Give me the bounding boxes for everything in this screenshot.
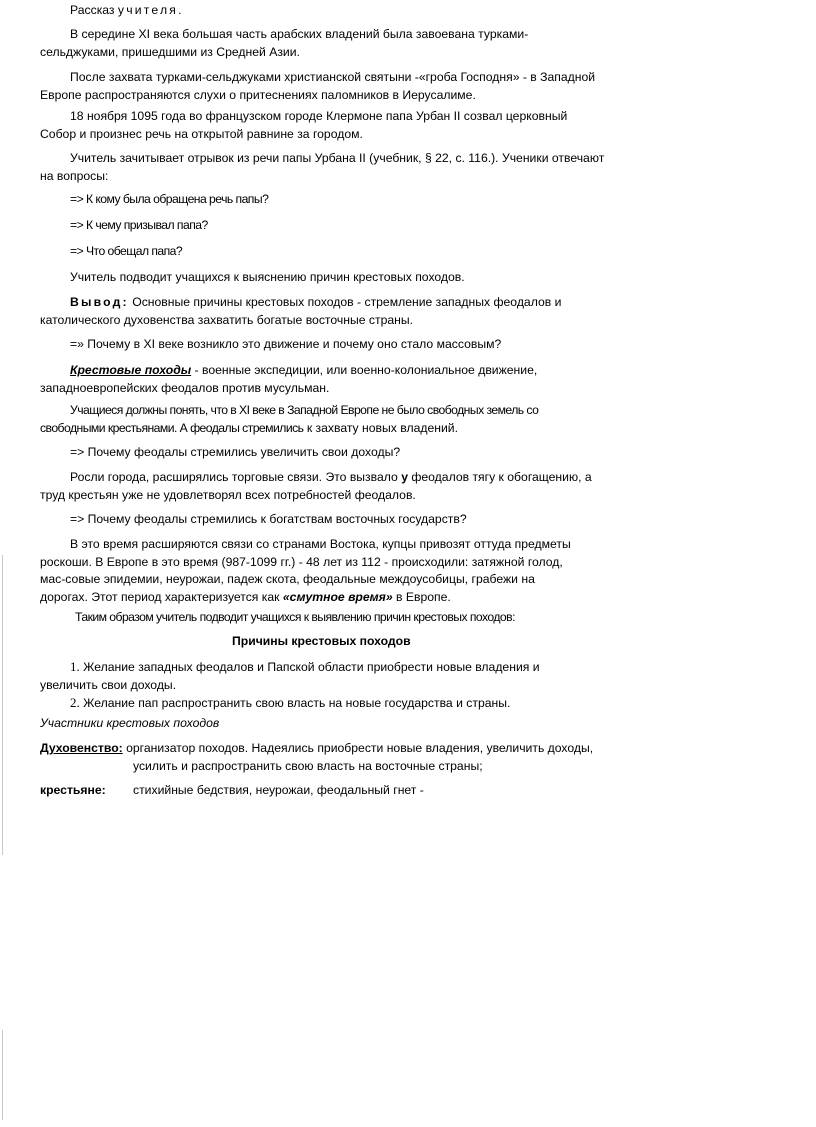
paragraph-2: После захвата турками-сельджуками христианской святыни -«гроба Господня» - в Западной Европе распространяются слухи о притеснениях паломников в Иерусалиме.	[40, 70, 596, 102]
paragraph-8-text: В это время расширяются связи со странами Востока, купцы привозят оттуда предметы роскоши. В Европе в это время (987-1099 гг.) - 48 лет из 112 - происходили: затяжной голод, мас-совые эпидемии, неурожаи, падеж скота, феодальные междоусобицы, грабежи на дорогах. Этот период характеризуется как	[40, 537, 571, 604]
definition	[40, 362, 540, 397]
question-2: => К чему призывал папа?	[70, 218, 208, 232]
peasants-text: стихийные бедствия, неурожаи, феодальный гнет -	[133, 783, 424, 797]
paragraph-1: В середине XI века большая часть арабских владений была завоевана турками-сельджуками, пришедшими из Средней Азии.	[40, 27, 529, 59]
definition-text: - военные экспедиции, или военно-колониальное движение, западноевропейских феодалов против мусульман.	[40, 363, 538, 395]
peasants-label: крестьяне:	[40, 783, 106, 797]
definition-term: Крестовые походы	[70, 363, 192, 377]
paragraph-4: Учитель зачитывает отрывок из речи папы Урбана II (учебник, § 22, с. 116.). Ученики отвечают на вопросы:	[40, 151, 605, 183]
paragraph-6-part2: к захвату новых владений.	[306, 420, 458, 435]
paragraph-8-end: в Европе.	[396, 589, 451, 604]
conclusion-label: Вывод:	[70, 295, 129, 309]
question-6: => Почему феодалы стремились к богатствам восточных государств?	[70, 512, 467, 526]
cause-item-2	[40, 694, 600, 713]
participants-heading: Участники крестовых походов	[40, 716, 220, 730]
conclusion-text: Основные причины крестовых походов - стремление западных феодалов и католического духовенства захватить богатые восточные страны.	[40, 295, 562, 327]
cause-item-1-number: 1.	[70, 659, 80, 674]
paragraph-7-bold: у	[401, 470, 408, 484]
cause-item-1-text: Желание западных феодалов и Папской области приобрести новые владения и увеличить свои доходы.	[40, 660, 540, 692]
participants-peasants	[40, 782, 640, 800]
cause-item-1	[40, 658, 600, 694]
intro-spaced: учителя.	[117, 3, 184, 17]
participants-clergy	[40, 740, 640, 775]
intro-line	[70, 2, 770, 20]
causes-title: Причины крестовых походов	[232, 634, 411, 648]
conclusion	[40, 294, 565, 329]
paragraph-7-after: феодалов тягу к обогащению, а труд крестьян уже не удовлетворял всех потребностей феодалов.	[40, 470, 592, 502]
paragraph-6-part1: Учащиеся должны понять, что в XI веке в Западной Европе не было свободных земель со свободными крестьянами. А феодалы стремились	[40, 403, 539, 435]
clergy-text-2: усилить и распространить свою власть на восточные страны;	[133, 758, 483, 773]
clergy-text-1: организатор походов. Надеялись приобрести новые владения, увеличить доходы,	[126, 741, 594, 755]
paragraph-3: 18 ноября 1095 года во французском городе Клермоне папа Урбан II созвал церковный Собор и произнес речь на открытой равнине за городом.	[40, 109, 568, 141]
paragraph-9: Таким образом учитель подводит учащихся к выявлению причин крестовых походов:	[75, 610, 515, 624]
question-4: =» Почему в XI веке возникло это движение и почему оно стало массовым?	[70, 337, 502, 351]
paragraph-8	[40, 536, 582, 606]
cause-item-2-number: 2.	[70, 695, 80, 710]
question-5: => Почему феодалы стремились увеличить свои доходы?	[70, 445, 401, 459]
intro-label: Рассказ	[70, 3, 115, 17]
clergy-label: Духовенство:	[40, 741, 123, 755]
question-3: => Что обещал папа?	[70, 244, 183, 258]
paragraph-7	[40, 469, 600, 504]
question-1: => К кому была обращена речь папы?	[70, 192, 269, 206]
paragraph-7-before: Росли города, расширялись торговые связи. Это вызвало	[70, 470, 398, 484]
paragraph-8-emph: «смутное время»	[282, 589, 393, 604]
margin-line	[2, 555, 3, 855]
cause-item-2-text: Желание пап распространить свою власть на новые государства и страны.	[83, 696, 511, 710]
margin-line	[2, 1030, 3, 1120]
paragraph-6	[40, 402, 595, 437]
causes-list	[40, 658, 600, 713]
paragraph-5: Учитель подводит учащихся к выяснению причин крестовых походов.	[70, 270, 465, 284]
clergy-line-1	[40, 740, 640, 758]
